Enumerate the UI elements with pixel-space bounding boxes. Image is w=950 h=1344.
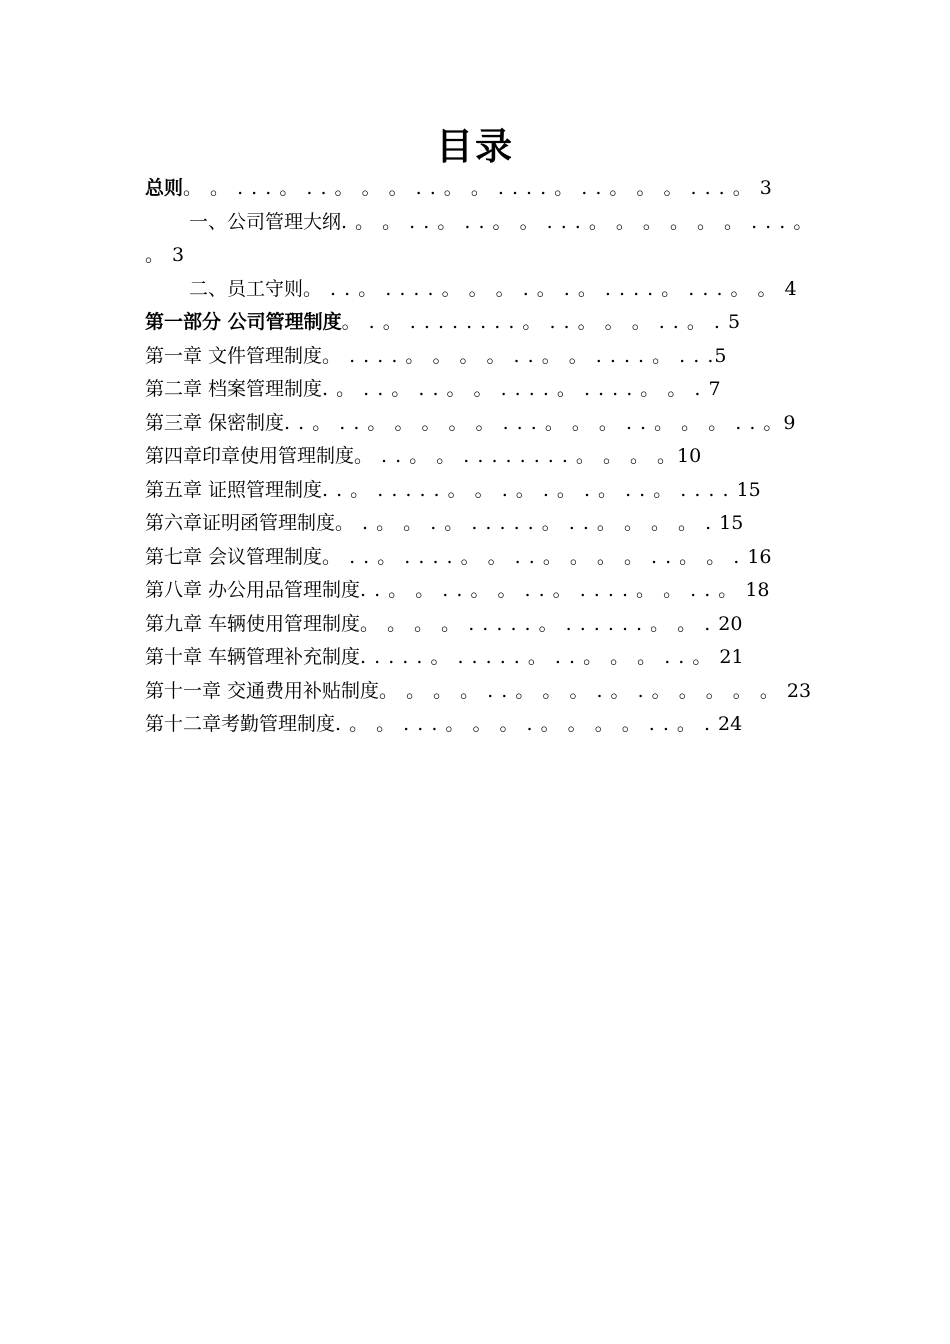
toc-entry-label: 第六章证明函管理制度 [145,512,336,534]
toc-page-number: 3 [759,177,772,199]
toc-entry[interactable] [145,675,820,709]
toc-page-number: 10 [677,445,702,467]
toc-entry-label: 第五章 证照管理制度 [145,478,323,501]
toc-entry-label: 第十章 车辆管理补充制度 [145,646,361,668]
toc-dot-leader: . 。 。 . . 。 . . 。 。 . . . 。 。 。 。 。 。 . . . 。 。 [145,210,814,266]
toc-page-number: 24 [718,713,743,735]
toc-page-number: 4 [784,277,797,300]
toc-entry[interactable] [145,641,820,675]
toc-dot-leader: 。 . . 。 . . . . 。 。 。 . 。 . 。 . . . . 。 . . . 。 。 [303,277,785,300]
toc-entry[interactable] [145,608,820,642]
toc-entry[interactable] [145,574,820,608]
toc-page-number: 16 [747,545,772,568]
toc-page-number: 5 [714,344,727,367]
page-title: 目录 [436,124,514,168]
toc-entry-label: 第十二章考勤管理制度 [145,713,336,735]
toc-dot-leader: 。 . . 。 . . . . 。 。 . . 。 。 。 。 . . 。 。 . [322,545,748,568]
toc-entry-label: 第九章 车辆使用管理制度 [145,612,361,635]
toc-page-number: 9 [783,411,796,434]
toc-entry-label: 总则 [145,177,184,199]
toc-dot-leader: . . 。 . . 。 。 。 。 。 . . . 。 。 。 . . 。 。 。 . . 。 [284,411,784,434]
toc-entry-label: 一、公司管理大纲 [189,210,342,233]
toc-entry[interactable] [145,306,820,340]
toc-entry[interactable] [145,407,820,441]
toc-entry-label: 二、员工守则 [189,277,304,300]
toc-dot-leader: . 。 . . 。 . . 。 。 . . . . 。 . . . . 。 。 . [322,378,709,400]
toc-page-number: 3 [172,244,185,266]
toc-entry[interactable] [145,373,820,407]
toc-dot-leader: . 。 。 . . . 。 。 。 . 。 。 。 。 . . 。 . [335,713,719,735]
toc-dot-leader: . . 。 . . . . . 。 。 . 。 . 。 . 。 . . 。 . . . . [322,478,737,501]
toc-page-number: 20 [718,612,743,635]
toc-entry[interactable] [145,474,820,508]
toc-page-number: 18 [745,579,770,601]
toc-dot-leader: . . . . . 。 . . . . . 。 . . 。 。 。 . . 。 [360,646,720,668]
toc-dot-leader: 。 。 . . . 。 . . 。 。 。 . . 。 。 . . . . 。 . . 。 。 。 . . . 。 [183,177,760,199]
toc-entry-label: 第十一章 交通费用补贴制度 [145,679,380,702]
toc-entry-label: 第七章 会议管理制度 [145,545,323,568]
toc-entry[interactable] [145,507,820,541]
toc-entry[interactable] [145,440,820,474]
toc-dot-leader: 。 . 。 。 . 。 . . . . . 。 . . 。 。 。 。 . [335,512,720,534]
toc-page-number: 21 [719,646,744,668]
toc-entry-label: 第三章 保密制度 [145,411,285,434]
toc-entry[interactable] [145,708,820,742]
toc-dot-leader: 。 。 。 。 . . . . . 。 . . . . . . 。 。 . [360,612,719,635]
toc-dot-leader: 。 . 。 . . . . . . . . 。 . . 。 。 。 . . 。 . [341,311,729,333]
toc-dot-leader: 。 . . . . 。 。 。 。 . . 。 。 . . . . 。 . . . [322,344,715,367]
toc-entry-label: 第一部分 公司管理制度 [145,311,342,333]
toc-entry-label: 第八章 办公用品管理制度 [145,579,361,601]
toc-page-number: 15 [719,512,744,534]
toc-page-number: 23 [786,679,812,702]
table-of-contents [145,172,820,742]
toc-dot-leader: 。 。 。 。 . . 。 。 。 . 。 . 。 。 。 。 。 [379,679,787,702]
toc-page-number: 15 [736,478,761,501]
toc-entry[interactable] [145,206,820,273]
toc-entry-label: 第四章印章使用管理制度 [145,445,355,467]
toc-entry[interactable] [145,273,820,307]
toc-page-number: 5 [728,311,741,333]
toc-entry[interactable] [145,541,820,575]
toc-page-number: 7 [708,378,721,400]
toc-entry-label: 第一章 文件管理制度 [145,344,323,367]
toc-dot-leader: . . 。 。 . . 。 。 . . 。 . . . . 。 。 . . 。 [360,579,746,601]
toc-entry[interactable] [145,340,820,374]
toc-dot-leader: 。 . . 。 。 . . . . . . . . 。 。 。 。 [354,445,678,467]
toc-entry-label: 第二章 档案管理制度 [145,378,323,400]
toc-entry[interactable] [145,172,820,206]
